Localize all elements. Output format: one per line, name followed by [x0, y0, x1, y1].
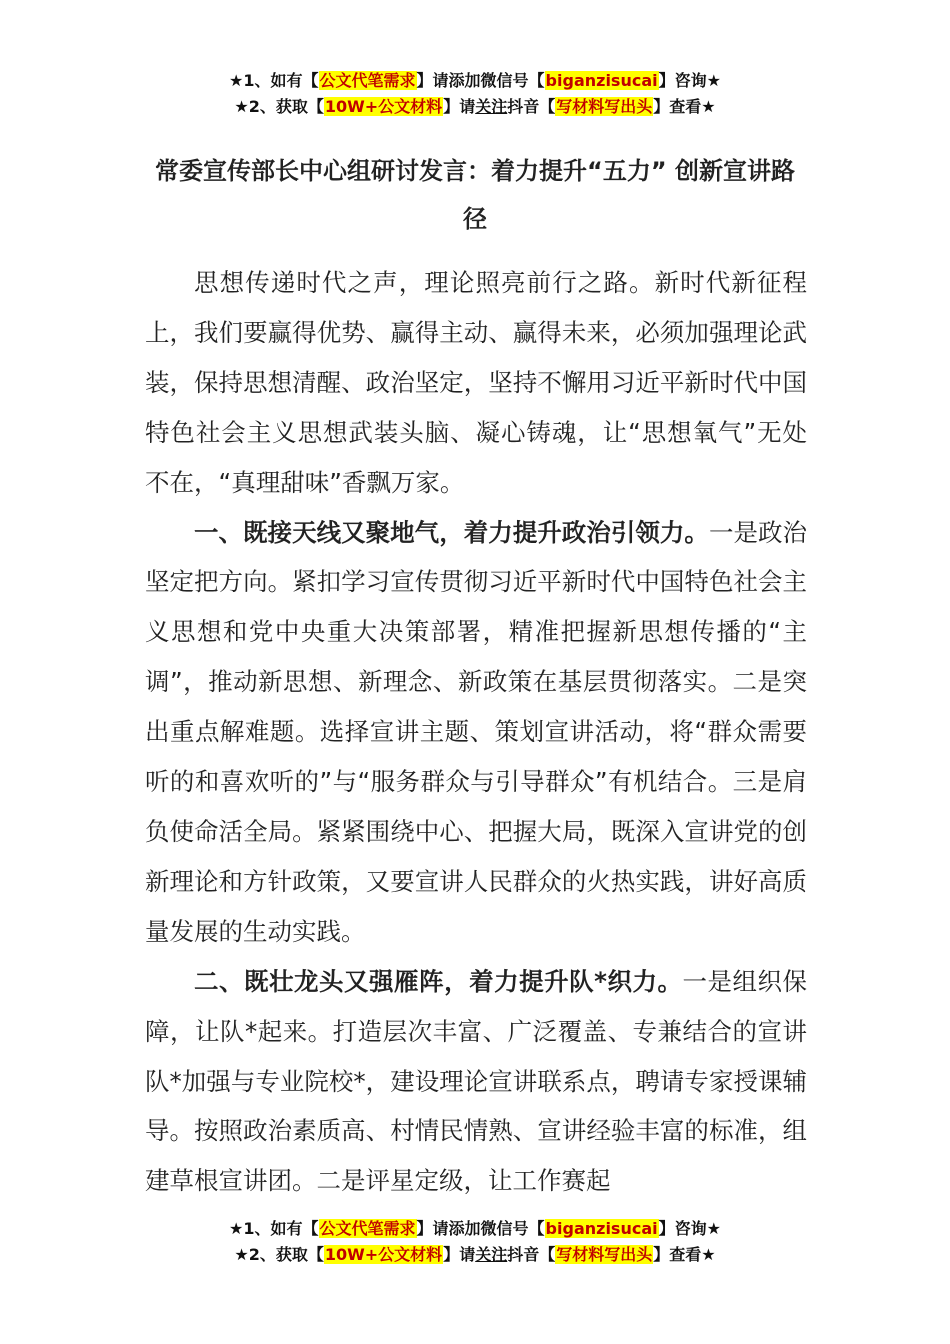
promo-text: 】咨询★ [658, 71, 721, 90]
document-title: 常委宣传部长中心组研讨发言：着力提升“五力” 创新宣讲路径 [155, 157, 795, 233]
promo-highlight-douyin-account: 写材料写出头 [556, 97, 653, 116]
promo-text: 】咨询★ [658, 1219, 721, 1238]
promo-banner-top [0, 68, 950, 120]
paragraph-section-1 [145, 508, 807, 957]
paragraph-text: 思想传递时代之声，理论照亮前行之路。新时代新征程上，我们要赢得优势、赢得主动、赢得未来，必须加强理论武装，保持思想清醒、政治坚定，坚持不懈用习近平新时代中国特色社会主义思想武装头脑、凝心铸魂，让“思想氧气”无处不在，“真理甜味”香飘万家。 [145, 268, 807, 497]
promo-text: 】请添加微信号【 [416, 1219, 545, 1238]
document-body [145, 258, 807, 1206]
promo-text: ★1、如有【 [229, 71, 319, 90]
promo-text: 】请添加微信号【 [416, 71, 545, 90]
promo-underline: 关注 [475, 97, 508, 116]
promo-text: 抖音【 [507, 97, 556, 116]
paragraph-section-2 [145, 957, 807, 1207]
promo-highlight-douyin-account: 写材料写出头 [556, 1245, 653, 1264]
promo-highlight: 公文代笔需求 [319, 71, 416, 90]
paragraph-lead: 一、既接天线又聚地气，着力提升政治引领力。 [194, 517, 709, 547]
paragraph-text: 一是组织保障，让队*起来。打造层次丰富、广泛覆盖、专兼结合的宣讲队*加强与专业院校*，建设理论宣讲联系点，聘请专家授课辅导。按照政治素质高、村情民情熟、宣讲经验丰富的标准，组建草根宣讲团。二是评星定级，让工作赛起 [145, 966, 807, 1196]
promo-underline: 关注 [475, 1245, 508, 1264]
promo-line-1 [0, 68, 950, 94]
promo-text: 】查看★ [653, 97, 716, 116]
paragraph-intro [145, 258, 807, 508]
promo-text: 】查看★ [653, 1245, 716, 1264]
promo-text: ★1、如有【 [229, 1219, 319, 1238]
promo-highlight: 10W+公文材料 [324, 1245, 443, 1264]
promo-highlight-wechat-id: biganzisucai [545, 71, 658, 90]
promo-text: 】请 [443, 1245, 476, 1264]
paragraph-lead: 二、既壮龙头又强雁阵，着力提升队*织力。 [194, 966, 683, 996]
promo-text: ★2、获取【 [234, 97, 324, 116]
paragraph-text: 一是政治坚定把方向。紧扣学习宣传贯彻习近平新时代中国特色社会主义思想和党中央重大决策部署，精准把握新思想传播的“主调”，推动新思想、新理念、新政策在基层贯彻落实。二是突出重点解难题。选择宣讲主题、策划宣讲活动，将“群众需要听的和喜欢听的”与“服务群众与引导群众”有机结合。三是肩负使命活全局。紧紧围绕中心、把握大局，既深入宣讲党的创新理论和方针政策，又要宣讲人民群众的火热实践，讲好高质量发展的生动实践。 [145, 517, 807, 946]
promo-highlight-wechat-id: biganzisucai [545, 1219, 658, 1238]
promo-line-2 [0, 1242, 950, 1268]
promo-text: 抖音【 [507, 1245, 556, 1264]
promo-text: ★2、获取【 [234, 1245, 324, 1264]
promo-line-2 [0, 94, 950, 120]
promo-highlight: 10W+公文材料 [324, 97, 443, 116]
promo-line-1 [0, 1216, 950, 1242]
promo-text: 】请 [443, 97, 476, 116]
promo-highlight: 公文代笔需求 [319, 1219, 416, 1238]
promo-banner-bottom [0, 1216, 950, 1268]
